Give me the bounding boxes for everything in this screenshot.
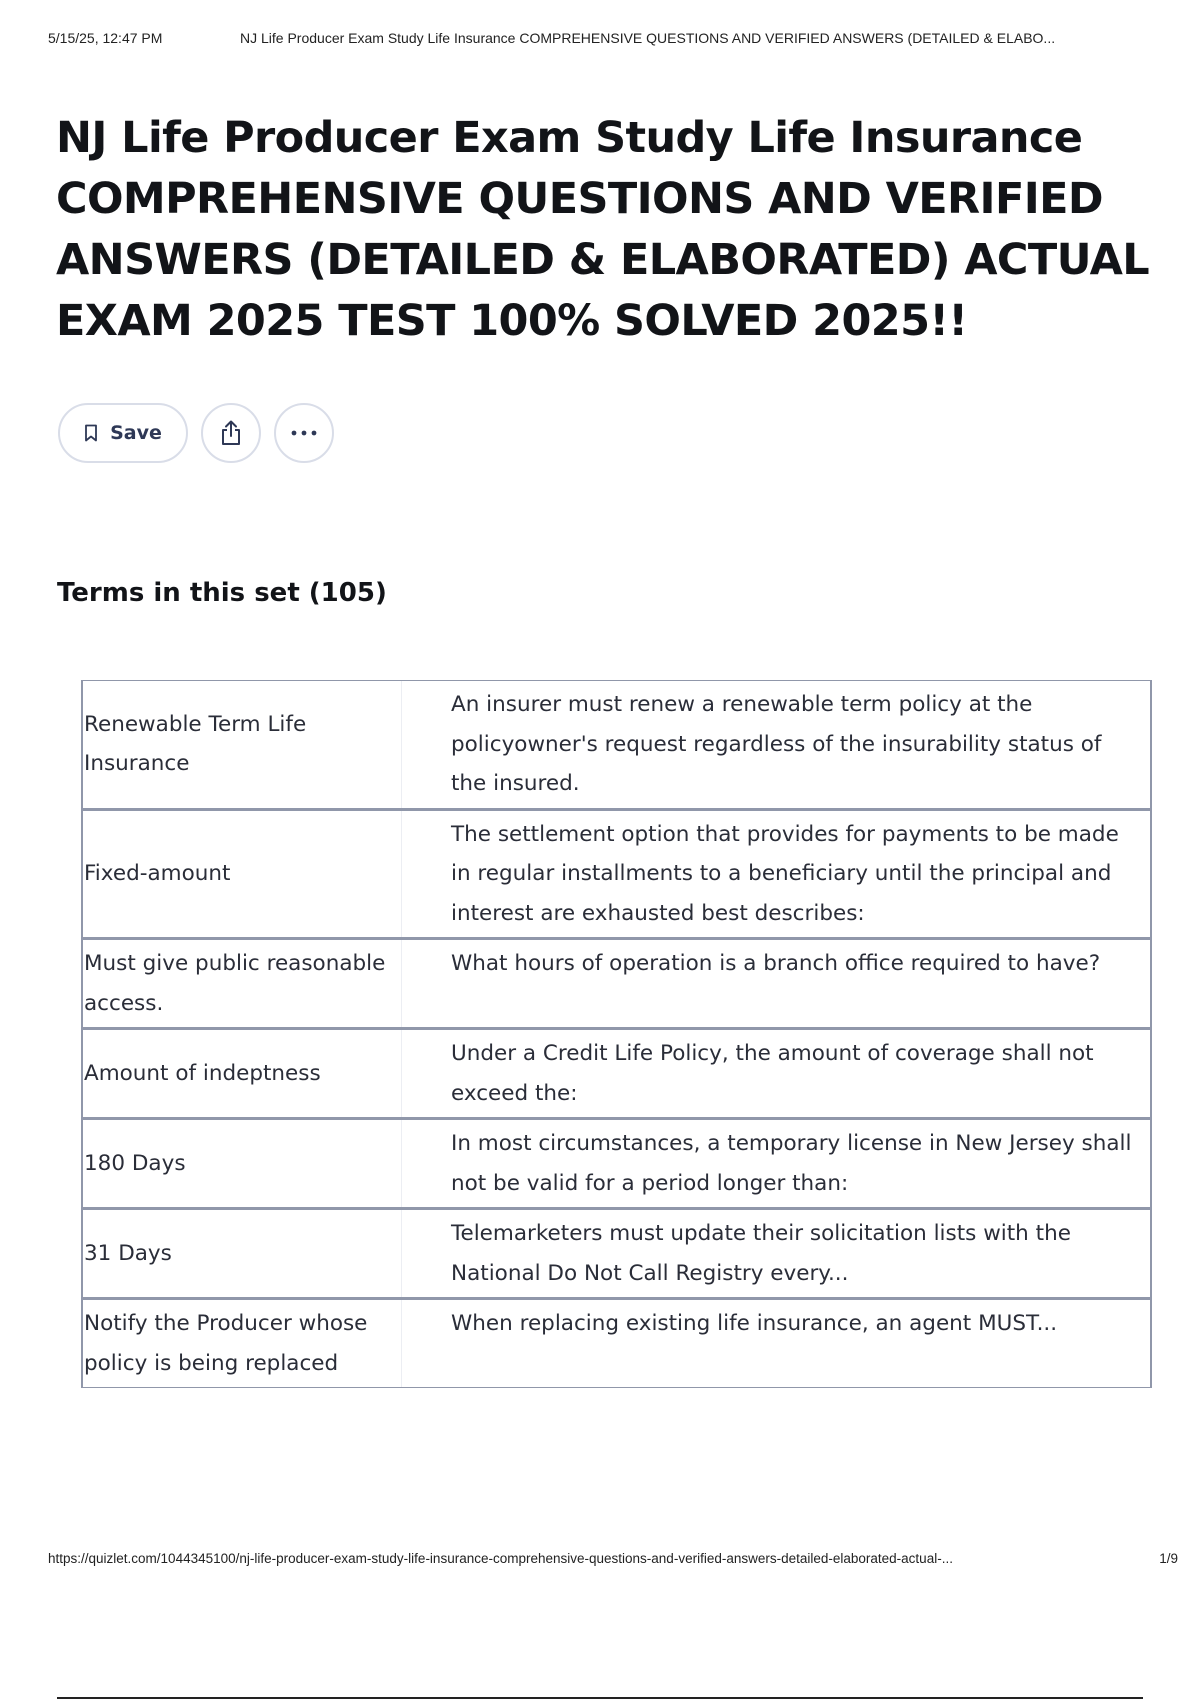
term-row bbox=[83, 940, 1150, 1030]
term-text: Notify the Producer whose policy is being replaced bbox=[83, 1300, 402, 1387]
term-row bbox=[83, 1300, 1150, 1388]
term-row bbox=[83, 1030, 1150, 1120]
term-text: 31 Days bbox=[83, 1210, 402, 1297]
terms-table bbox=[81, 680, 1152, 1388]
term-row bbox=[83, 1210, 1150, 1300]
definition-text: In most circumstances, a temporary license in New Jersey shall not be valid for a period longer than: bbox=[451, 1131, 1132, 1196]
share-button[interactable] bbox=[201, 403, 261, 463]
more-horizontal-icon bbox=[291, 430, 317, 436]
term-row bbox=[83, 811, 1150, 941]
definition-text: Under a Credit Life Policy, the amount of coverage shall not exceed the: bbox=[451, 1041, 1094, 1106]
bookmark-icon bbox=[84, 424, 98, 442]
term-text: Renewable Term Life Insurance bbox=[83, 681, 402, 808]
definition-text: Telemarketers must update their solicitation lists with the National Do Not Call Registry every... bbox=[451, 1221, 1071, 1286]
page-number: 1/9 bbox=[1159, 1551, 1178, 1566]
share-icon bbox=[219, 419, 243, 447]
print-date: 5/15/25, 12:47 PM bbox=[48, 30, 163, 46]
terms-heading: Terms in this set (105) bbox=[57, 578, 387, 608]
definition-text: The settlement option that provides for payments to be made in regular installments to a beneficiary until the principal and interest are exhausted best describes: bbox=[451, 821, 1119, 926]
term-text: Must give public reasonable access. bbox=[83, 940, 402, 1027]
divider bbox=[57, 1697, 1143, 1699]
save-button[interactable] bbox=[58, 403, 188, 463]
term-row bbox=[83, 1120, 1150, 1210]
definition-text: An insurer must renew a renewable term policy at the policyowner's request regardless of the insurability status of the insured. bbox=[451, 692, 1102, 796]
print-doc-title: NJ Life Producer Exam Study Life Insurance COMPREHENSIVE QUESTIONS AND VERIFIED ANSWERS (DETAILED & ELABO... bbox=[240, 30, 1056, 46]
term-row bbox=[83, 681, 1150, 811]
more-options-button[interactable] bbox=[274, 403, 334, 463]
print-header bbox=[48, 30, 1176, 46]
definition-text: What hours of operation is a branch office required to have? bbox=[451, 951, 1101, 976]
page-url: https://quizlet.com/1044345100/nj-life-producer-exam-study-life-insurance-comprehensive-questions-and-verified-answers-detailed-elaborated-actual-... bbox=[48, 1551, 953, 1566]
term-text: Amount of indeptness bbox=[83, 1030, 402, 1117]
term-text: Fixed-amount bbox=[83, 811, 402, 938]
set-title: NJ Life Producer Exam Study Life Insurance COMPREHENSIVE QUESTIONS AND VERIFIED ANSWERS (DETAILED & ELABORATED) ACTUAL EXAM 2025 TEST 100% SOLVED 2025!! bbox=[56, 113, 1150, 346]
print-footer bbox=[48, 1551, 1178, 1566]
definition-text: When replacing existing life insurance, an agent MUST... bbox=[451, 1311, 1058, 1336]
save-label: Save bbox=[110, 422, 162, 444]
term-text: 180 Days bbox=[83, 1120, 402, 1207]
action-bar bbox=[58, 403, 334, 463]
